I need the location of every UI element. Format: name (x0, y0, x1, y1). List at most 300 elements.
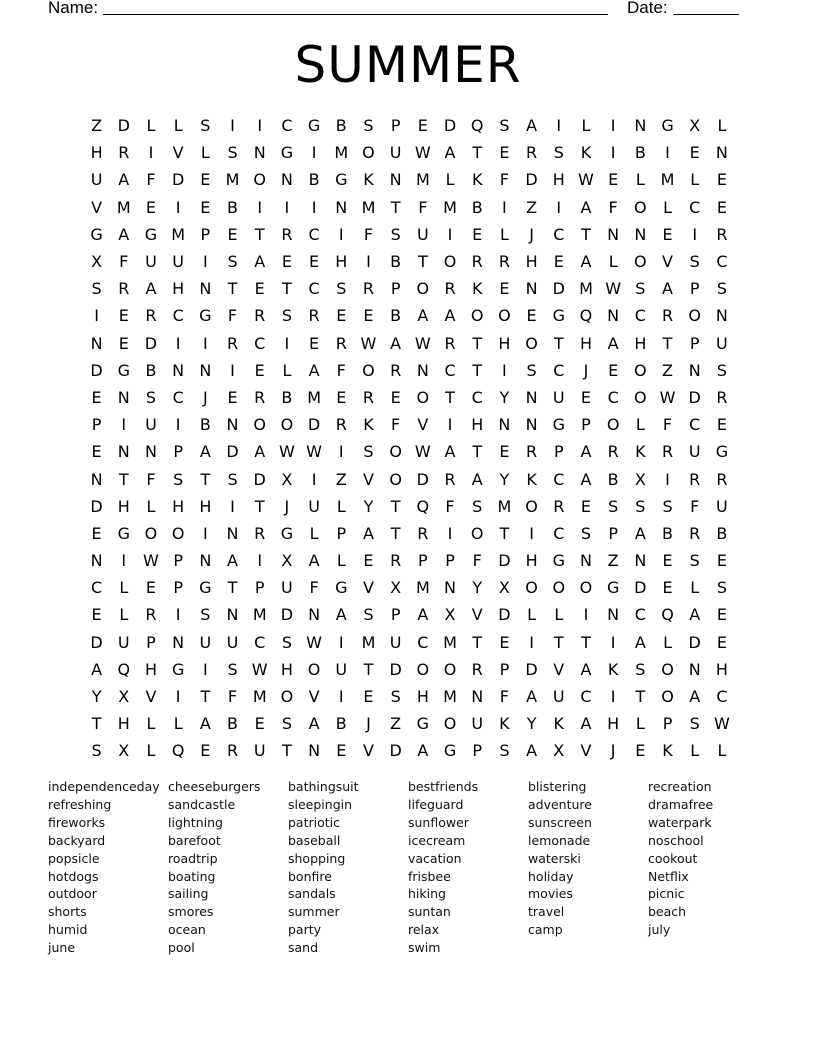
grid-cell[interactable]: I (175, 333, 181, 353)
grid-cell[interactable]: E (363, 306, 374, 326)
grid-cell[interactable]: E (417, 116, 428, 136)
grid-cell[interactable]: X (281, 469, 293, 489)
grid-cell[interactable]: C (308, 279, 320, 299)
grid-cell[interactable]: L (146, 496, 156, 516)
grid-cell[interactable]: N (389, 170, 402, 190)
grid-cell[interactable]: E (662, 551, 673, 571)
grid-cell[interactable]: L (499, 224, 509, 244)
grid-cell[interactable]: U (716, 333, 728, 353)
grid-cell[interactable]: R (308, 306, 320, 326)
grid-cell[interactable]: E (281, 252, 292, 272)
grid-cell[interactable]: E (662, 578, 673, 598)
grid-cell[interactable]: H (715, 659, 728, 679)
grid-cell[interactable]: H (172, 279, 185, 299)
grid-cell[interactable]: Z (390, 714, 402, 734)
grid-cell[interactable]: V (553, 659, 565, 679)
grid-cell[interactable]: A (199, 442, 211, 462)
grid-cell[interactable]: P (499, 659, 510, 679)
grid-cell[interactable]: G (335, 170, 348, 190)
grid-cell[interactable]: H (471, 415, 484, 435)
grid-cell[interactable]: G (606, 578, 620, 598)
grid-cell[interactable]: U (389, 143, 402, 163)
grid-cell[interactable]: O (579, 578, 593, 598)
grid-cell[interactable]: G (661, 116, 674, 136)
grid-cell[interactable]: F (608, 197, 618, 217)
grid-cell[interactable]: E (716, 170, 727, 190)
grid-cell[interactable]: K (662, 741, 673, 761)
grid-cell[interactable]: E (91, 605, 102, 625)
grid-cell[interactable]: N (253, 143, 266, 163)
grid-cell[interactable]: H (117, 496, 130, 516)
grid-cell[interactable]: D (280, 605, 294, 625)
grid-cell[interactable]: N (607, 224, 620, 244)
grid-cell[interactable]: R (390, 360, 402, 380)
grid-cell[interactable]: A (580, 714, 592, 734)
grid-cell[interactable]: S (227, 252, 238, 272)
grid-cell[interactable]: L (146, 116, 156, 136)
grid-cell[interactable]: E (309, 333, 320, 353)
grid-cell[interactable]: M (660, 170, 675, 190)
grid-cell[interactable]: J (610, 741, 616, 761)
grid-cell[interactable]: R (661, 442, 674, 462)
grid-cell[interactable]: K (635, 442, 646, 462)
grid-cell[interactable]: W (251, 659, 268, 679)
grid-cell[interactable]: H (199, 496, 212, 516)
grid-cell[interactable]: L (635, 170, 645, 190)
grid-cell[interactable]: E (716, 415, 727, 435)
grid-cell[interactable]: A (118, 170, 130, 190)
grid-cell[interactable]: A (417, 605, 429, 625)
grid-cell[interactable]: N (688, 360, 701, 380)
grid-cell[interactable]: M (334, 143, 349, 163)
grid-cell[interactable]: C (689, 197, 701, 217)
grid-cell[interactable]: B (471, 197, 483, 217)
grid-cell[interactable]: A (118, 224, 130, 244)
grid-cell[interactable]: M (361, 632, 376, 652)
grid-cell[interactable]: L (146, 741, 156, 761)
grid-cell[interactable]: Q (661, 605, 674, 625)
grid-cell[interactable]: W (360, 333, 377, 353)
grid-cell[interactable]: C (254, 632, 266, 652)
grid-cell[interactable]: E (309, 252, 320, 272)
grid-cell[interactable]: N (226, 605, 239, 625)
grid-cell[interactable]: O (389, 442, 402, 462)
grid-cell[interactable]: N (607, 306, 620, 326)
grid-cell[interactable]: I (175, 197, 181, 217)
grid-cell[interactable]: H (335, 252, 348, 272)
grid-cell[interactable]: M (443, 687, 457, 707)
grid-cell[interactable]: I (202, 523, 208, 543)
grid-cell[interactable]: P (662, 714, 673, 734)
grid-cell[interactable]: A (390, 333, 402, 353)
grid-cell[interactable]: V (308, 687, 320, 707)
grid-cell[interactable]: S (363, 605, 374, 625)
grid-cell[interactable]: O (443, 714, 457, 734)
grid-cell[interactable]: H (280, 659, 293, 679)
grid-cell[interactable]: A (580, 469, 592, 489)
grid-cell[interactable]: I (257, 116, 263, 136)
grid-cell[interactable]: C (471, 387, 483, 407)
grid-cell[interactable]: I (502, 360, 507, 380)
grid-cell[interactable]: D (90, 360, 103, 380)
grid-cell[interactable]: Q (171, 741, 185, 761)
grid-cell[interactable]: T (553, 333, 564, 353)
grid-cell[interactable]: O (253, 415, 267, 435)
grid-cell[interactable]: H (579, 333, 592, 353)
grid-cell[interactable]: R (145, 306, 157, 326)
grid-cell[interactable]: R (607, 442, 619, 462)
grid-cell[interactable]: E (390, 387, 401, 407)
grid-cell[interactable]: I (338, 442, 344, 462)
grid-cell[interactable]: P (200, 224, 211, 244)
grid-cell[interactable]: E (499, 442, 510, 462)
grid-cell[interactable]: S (499, 741, 510, 761)
grid-cell[interactable]: O (634, 252, 647, 272)
grid-cell[interactable]: P (390, 116, 401, 136)
grid-cell[interactable]: N (607, 605, 620, 625)
grid-cell[interactable]: E (91, 523, 102, 543)
grid-cell[interactable]: I (202, 252, 208, 272)
grid-cell[interactable]: R (716, 469, 728, 489)
grid-cell[interactable]: W (143, 551, 159, 571)
grid-cell[interactable]: Z (335, 469, 347, 489)
grid-cell[interactable]: L (690, 741, 700, 761)
grid-cell[interactable]: N (525, 387, 538, 407)
grid-cell[interactable]: R (526, 442, 538, 462)
grid-cell[interactable]: I (447, 224, 453, 244)
grid-cell[interactable]: B (199, 415, 211, 435)
grid-cell[interactable]: K (363, 170, 374, 190)
grid-cell[interactable]: Y (526, 714, 537, 734)
grid-cell[interactable]: U (416, 224, 429, 244)
grid-cell[interactable]: H (416, 687, 429, 707)
grid-cell[interactable]: R (254, 306, 266, 326)
grid-cell[interactable]: N (634, 224, 647, 244)
grid-cell[interactable]: H (552, 170, 565, 190)
grid-cell[interactable]: P (336, 523, 347, 543)
grid-cell[interactable]: C (634, 306, 646, 326)
grid-cell[interactable]: I (311, 197, 317, 217)
grid-cell[interactable]: A (444, 306, 456, 326)
grid-cell[interactable]: T (445, 387, 455, 407)
grid-cell[interactable]: H (525, 551, 538, 571)
grid-cell[interactable]: E (200, 170, 211, 190)
grid-cell[interactable]: N (199, 360, 212, 380)
grid-cell[interactable]: A (145, 279, 157, 299)
grid-cell[interactable]: N (308, 741, 321, 761)
grid-cell[interactable]: V (362, 469, 374, 489)
grid-cell[interactable]: P (418, 551, 428, 571)
grid-cell[interactable]: P (472, 741, 483, 761)
grid-cell[interactable]: E (716, 632, 727, 652)
grid-cell[interactable]: C (689, 415, 701, 435)
grid-cell[interactable]: E (118, 333, 129, 353)
grid-cell[interactable]: D (226, 442, 239, 462)
grid-cell[interactable]: I (257, 197, 263, 217)
grid-cell[interactable]: V (362, 741, 374, 761)
grid-cell[interactable]: U (281, 578, 293, 598)
grid-cell[interactable]: N (172, 632, 185, 652)
grid-cell[interactable]: K (499, 714, 510, 734)
grid-cell[interactable]: G (715, 442, 729, 462)
grid-cell[interactable]: G (552, 306, 565, 326)
grid-cell[interactable]: E (716, 197, 727, 217)
grid-cell[interactable]: R (254, 387, 266, 407)
grid-cell[interactable]: A (199, 714, 211, 734)
grid-cell[interactable]: S (662, 496, 673, 516)
grid-cell[interactable]: W (414, 143, 431, 163)
grid-cell[interactable]: R (689, 523, 701, 543)
grid-cell[interactable]: S (716, 360, 727, 380)
grid-cell[interactable]: O (416, 659, 430, 679)
grid-cell[interactable]: I (529, 523, 534, 543)
grid-cell[interactable]: W (414, 333, 431, 353)
grid-cell[interactable]: W (306, 632, 322, 652)
grid-cell[interactable]: F (336, 360, 346, 380)
grid-cell[interactable]: L (690, 578, 700, 598)
grid-cell[interactable]: N (90, 551, 103, 571)
grid-cell[interactable]: M (579, 279, 593, 299)
grid-cell[interactable]: O (470, 523, 484, 543)
date-field-line[interactable] (673, 14, 739, 15)
grid-cell[interactable]: P (689, 279, 700, 299)
grid-cell[interactable]: N (335, 197, 348, 217)
grid-cell[interactable]: X (91, 252, 103, 272)
grid-cell[interactable]: D (525, 659, 538, 679)
grid-cell[interactable]: P (390, 279, 401, 299)
grid-cell[interactable]: P (254, 578, 265, 598)
grid-cell[interactable]: A (607, 333, 619, 353)
grid-cell[interactable]: D (552, 279, 565, 299)
grid-cell[interactable]: Z (526, 197, 538, 217)
grid-cell[interactable]: G (280, 523, 294, 543)
grid-cell[interactable]: L (717, 116, 727, 136)
grid-cell[interactable]: G (199, 578, 212, 598)
grid-cell[interactable]: U (716, 496, 728, 516)
grid-cell[interactable]: E (336, 306, 347, 326)
grid-cell[interactable]: U (389, 632, 402, 652)
grid-cell[interactable]: T (200, 687, 211, 707)
grid-cell[interactable]: A (526, 116, 538, 136)
grid-cell[interactable]: N (90, 333, 103, 353)
grid-cell[interactable]: E (363, 687, 374, 707)
grid-cell[interactable]: C (281, 116, 293, 136)
grid-cell[interactable]: I (311, 469, 317, 489)
grid-cell[interactable]: O (280, 687, 294, 707)
grid-cell[interactable]: T (472, 333, 483, 353)
grid-cell[interactable]: M (171, 224, 186, 244)
grid-cell[interactable]: D (90, 632, 103, 652)
grid-cell[interactable]: Y (363, 496, 374, 516)
grid-cell[interactable]: V (662, 252, 673, 272)
grid-cell[interactable]: H (607, 714, 620, 734)
grid-cell[interactable]: P (390, 605, 401, 625)
grid-cell[interactable]: T (581, 224, 591, 244)
grid-cell[interactable]: G (552, 415, 565, 435)
grid-cell[interactable]: T (472, 360, 483, 380)
grid-cell[interactable]: L (146, 714, 156, 734)
grid-cell[interactable]: G (171, 659, 185, 679)
grid-cell[interactable]: F (146, 170, 156, 190)
grid-cell[interactable]: T (472, 632, 483, 652)
grid-cell[interactable]: N (498, 415, 511, 435)
grid-cell[interactable]: R (362, 387, 375, 407)
grid-cell[interactable]: I (338, 687, 344, 707)
grid-cell[interactable]: N (634, 551, 647, 571)
grid-cell[interactable]: B (145, 360, 157, 380)
grid-cell[interactable]: E (608, 170, 619, 190)
grid-cell[interactable]: T (472, 442, 483, 462)
grid-cell[interactable]: C (172, 387, 184, 407)
grid-cell[interactable]: M (252, 687, 267, 707)
grid-cell[interactable]: N (444, 578, 457, 598)
grid-cell[interactable]: E (472, 224, 483, 244)
grid-cell[interactable]: C (553, 360, 565, 380)
grid-cell[interactable]: B (634, 143, 646, 163)
grid-cell[interactable]: E (91, 387, 102, 407)
grid-cell[interactable]: F (499, 170, 509, 190)
grid-cell[interactable]: G (335, 578, 348, 598)
grid-cell[interactable]: X (118, 741, 130, 761)
grid-cell[interactable]: U (145, 415, 157, 435)
grid-cell[interactable]: V (145, 687, 157, 707)
grid-cell[interactable]: J (366, 714, 371, 734)
grid-cell[interactable]: R (689, 469, 701, 489)
grid-cell[interactable]: N (226, 415, 239, 435)
grid-cell[interactable]: E (580, 387, 592, 407)
grid-cell[interactable]: E (499, 143, 510, 163)
grid-cell[interactable]: S (716, 279, 727, 299)
grid-cell[interactable]: U (471, 714, 484, 734)
grid-cell[interactable]: N (715, 306, 728, 326)
grid-cell[interactable]: E (336, 741, 347, 761)
grid-cell[interactable]: O (525, 578, 538, 598)
grid-cell[interactable]: G (144, 224, 158, 244)
grid-cell[interactable]: X (390, 578, 402, 598)
grid-cell[interactable]: S (227, 143, 238, 163)
grid-cell[interactable]: N (579, 551, 592, 571)
grid-cell[interactable]: P (608, 523, 618, 543)
grid-cell[interactable]: I (447, 523, 453, 543)
grid-cell[interactable]: D (307, 415, 321, 435)
grid-cell[interactable]: O (470, 306, 484, 326)
grid-cell[interactable]: X (281, 551, 293, 571)
grid-cell[interactable]: M (361, 197, 376, 217)
grid-cell[interactable]: J (529, 224, 534, 244)
grid-cell[interactable]: E (553, 252, 564, 272)
grid-cell[interactable]: T (553, 632, 564, 652)
grid-cell[interactable]: A (580, 442, 592, 462)
grid-cell[interactable]: I (230, 116, 235, 136)
grid-cell[interactable]: R (444, 279, 456, 299)
grid-cell[interactable]: T (390, 197, 401, 217)
grid-cell[interactable]: R (118, 143, 130, 163)
grid-cell[interactable]: R (226, 333, 239, 353)
grid-cell[interactable]: F (227, 306, 238, 326)
grid-cell[interactable]: O (634, 360, 647, 380)
grid-cell[interactable]: U (308, 496, 320, 516)
grid-cell[interactable]: P (173, 578, 183, 598)
grid-cell[interactable]: B (607, 469, 619, 489)
grid-cell[interactable]: O (525, 496, 538, 516)
grid-cell[interactable]: G (117, 523, 130, 543)
grid-cell[interactable]: A (580, 659, 592, 679)
grid-cell[interactable]: S (526, 360, 537, 380)
grid-cell[interactable]: I (556, 116, 562, 136)
grid-cell[interactable]: E (336, 387, 347, 407)
grid-cell[interactable]: X (498, 578, 510, 598)
grid-cell[interactable]: K (471, 279, 483, 299)
grid-cell[interactable]: V (91, 197, 103, 217)
grid-cell[interactable]: N (199, 279, 212, 299)
grid-cell[interactable]: L (717, 741, 727, 761)
grid-cell[interactable]: I (447, 415, 453, 435)
grid-cell[interactable]: L (173, 714, 183, 734)
grid-cell[interactable]: F (363, 224, 374, 244)
grid-cell[interactable]: N (117, 387, 130, 407)
grid-cell[interactable]: S (390, 224, 401, 244)
grid-cell[interactable]: B (308, 170, 320, 190)
grid-cell[interactable]: E (91, 442, 102, 462)
grid-cell[interactable]: E (227, 224, 238, 244)
grid-cell[interactable]: L (336, 496, 346, 516)
grid-cell[interactable]: A (662, 279, 673, 299)
grid-cell[interactable]: A (580, 252, 592, 272)
grid-cell[interactable]: L (690, 170, 700, 190)
grid-cell[interactable]: S (281, 306, 292, 326)
grid-cell[interactable]: N (280, 170, 293, 190)
grid-cell[interactable]: M (415, 170, 430, 190)
grid-cell[interactable]: Z (607, 551, 619, 571)
grid-cell[interactable]: S (716, 578, 727, 598)
grid-cell[interactable]: T (472, 143, 483, 163)
grid-cell[interactable]: K (553, 714, 565, 734)
grid-cell[interactable]: X (118, 687, 130, 707)
grid-cell[interactable]: O (416, 387, 430, 407)
grid-cell[interactable]: A (362, 523, 374, 543)
grid-cell[interactable]: N (90, 469, 103, 489)
grid-cell[interactable]: I (121, 551, 127, 571)
grid-cell[interactable]: M (443, 197, 457, 217)
grid-cell[interactable]: A (526, 687, 538, 707)
grid-cell[interactable]: E (363, 551, 374, 571)
grid-cell[interactable]: S (200, 605, 211, 625)
grid-cell[interactable]: F (309, 578, 319, 598)
grid-cell[interactable]: U (117, 632, 130, 652)
grid-cell[interactable]: T (635, 687, 646, 707)
grid-cell[interactable]: H (117, 714, 130, 734)
grid-cell[interactable]: B (662, 523, 674, 543)
grid-cell[interactable]: S (635, 279, 646, 299)
grid-cell[interactable]: I (284, 197, 290, 217)
grid-cell[interactable]: R (335, 333, 347, 353)
grid-cell[interactable]: E (716, 605, 727, 625)
grid-cell[interactable]: L (635, 714, 645, 734)
grid-cell[interactable]: E (716, 551, 727, 571)
grid-cell[interactable]: S (580, 523, 592, 543)
grid-cell[interactable]: R (118, 279, 130, 299)
grid-cell[interactable]: J (583, 360, 589, 380)
grid-cell[interactable]: R (145, 605, 157, 625)
grid-cell[interactable]: S (635, 659, 646, 679)
grid-cell[interactable]: T (227, 279, 238, 299)
grid-cell[interactable]: H (525, 252, 538, 272)
grid-cell[interactable]: B (281, 387, 293, 407)
grid-cell[interactable]: U (335, 659, 348, 679)
grid-cell[interactable]: F (499, 687, 509, 707)
grid-cell[interactable]: H (90, 143, 103, 163)
grid-cell[interactable]: R (444, 333, 456, 353)
